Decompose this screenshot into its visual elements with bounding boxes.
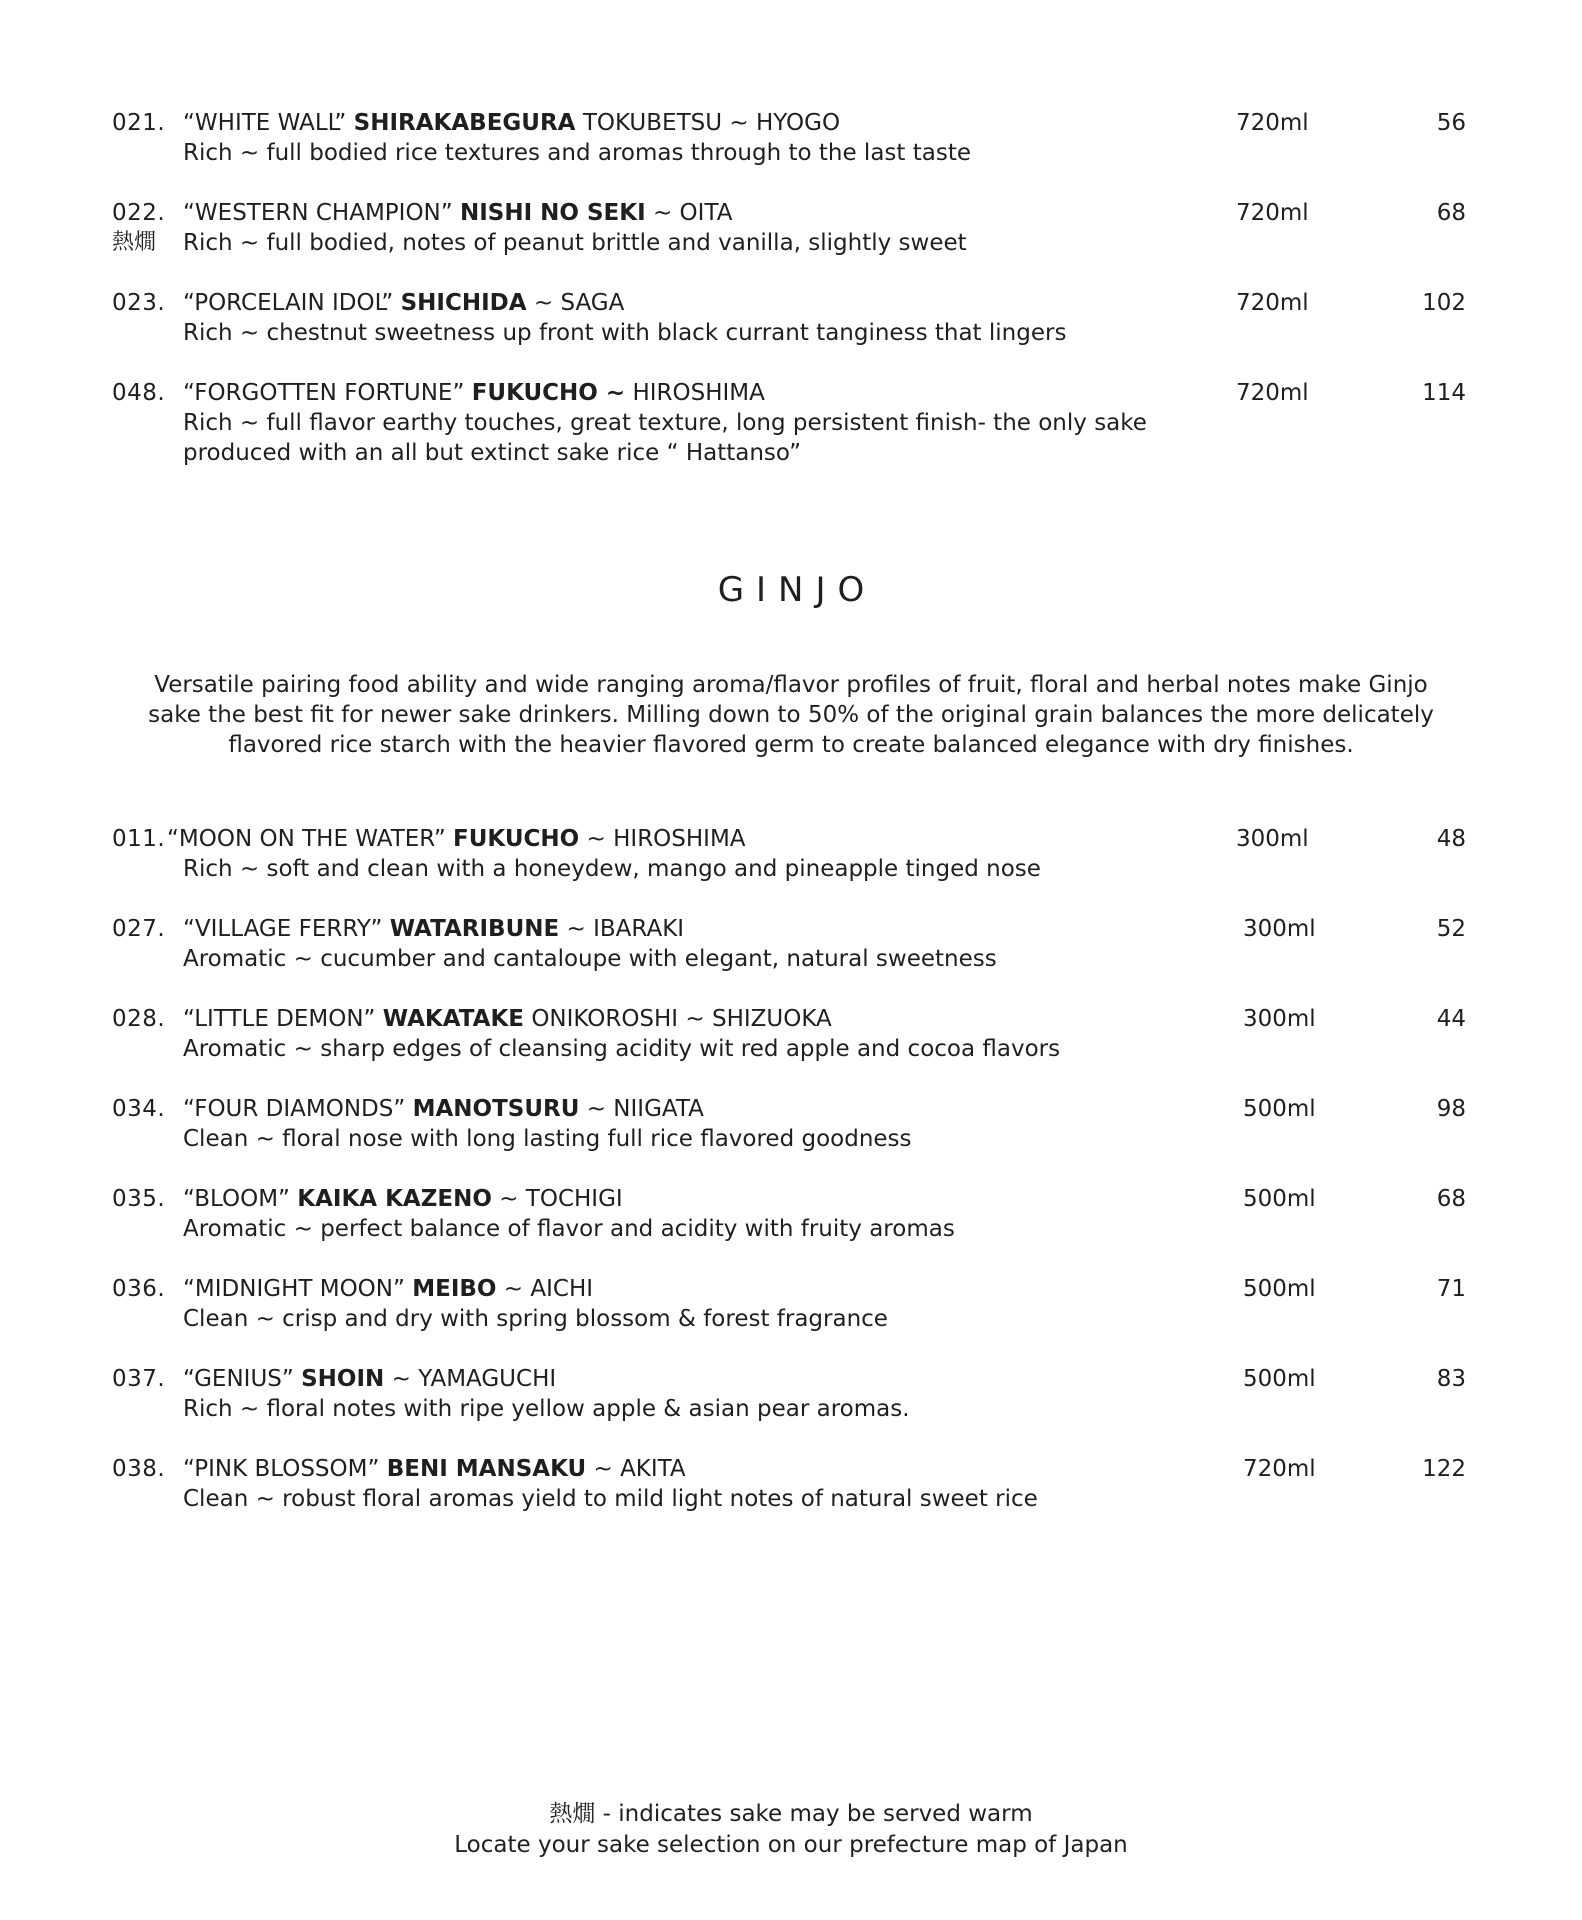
item-number: 036.: [112, 1276, 166, 1302]
item-name: “PORCELAIN IDOL”: [183, 290, 394, 316]
description-line: Aromatic ~ perfect balance of flavor and acidity with fruity aromas: [183, 1216, 955, 1242]
item-price: 48: [1436, 826, 1466, 852]
item-description: [183, 1304, 1183, 1334]
warm-serving-mark: 熱燗: [112, 230, 157, 255]
item-description: [183, 1484, 1183, 1514]
prefecture-map-note: Locate your sake selection on our prefecture map of Japan: [454, 1832, 1128, 1858]
item-size: 300ml: [1243, 916, 1316, 942]
item-price: 71: [1436, 1276, 1466, 1302]
item-brewery: KAIKA KAZENO: [297, 1186, 492, 1212]
item-description: [183, 1124, 1183, 1154]
item-title: [183, 288, 624, 318]
item-price: 98: [1436, 1096, 1466, 1122]
description-line: Clean ~ robust floral aromas yield to mild light notes of natural sweet rice: [183, 1486, 1038, 1512]
section-description: [120, 670, 1462, 760]
item-title: [183, 1094, 704, 1124]
item-size: 500ml: [1243, 1186, 1316, 1212]
warm-serving-note: 熱燗 - indicates sake may be served warm: [549, 1801, 1033, 1827]
description-line: produced with an all but extinct sake rice “ Hattanso”: [183, 440, 802, 466]
item-region: ~ IBARAKI: [566, 916, 685, 942]
item-name: “FORGOTTEN FORTUNE”: [183, 380, 465, 406]
item-number: 021.: [112, 110, 166, 136]
item-title: [183, 1184, 623, 1214]
item-price: 68: [1436, 200, 1466, 226]
description-line: Rich ~ floral notes with ripe yellow apple & asian pear aromas.: [183, 1396, 910, 1422]
description-line: Clean ~ crisp and dry with spring blossom & forest fragrance: [183, 1306, 888, 1332]
item-size: 500ml: [1243, 1096, 1316, 1122]
description-line: Clean ~ floral nose with long lasting full rice flavored goodness: [183, 1126, 912, 1152]
item-size: 720ml: [1236, 290, 1309, 316]
item-name: “MIDNIGHT MOON”: [183, 1276, 405, 1302]
item-brewery: MANOTSURU: [412, 1096, 580, 1122]
item-title: [183, 1004, 832, 1034]
item-size: 300ml: [1243, 1006, 1316, 1032]
item-number: 027.: [112, 916, 166, 942]
item-name: “WESTERN CHAMPION”: [183, 200, 453, 226]
item-number: 048.: [112, 380, 166, 406]
item-description: [183, 1214, 1183, 1244]
item-description: [183, 854, 1183, 884]
item-region: ~ YAMAGUCHI: [391, 1366, 557, 1392]
item-title: [183, 378, 765, 408]
item-region: ~ TOCHIGI: [499, 1186, 623, 1212]
item-brewery: SHICHIDA: [400, 290, 527, 316]
item-title: [183, 108, 840, 138]
item-description: [183, 228, 1183, 258]
item-region: ONIKOROSHI ~ SHIZUOKA: [531, 1006, 832, 1032]
item-brewery: FUKUCHO ~: [471, 380, 626, 406]
item-brewery: NISHI NO SEKI: [460, 200, 646, 226]
item-brewery: WATARIBUNE: [389, 916, 560, 942]
item-number: 035.: [112, 1186, 166, 1212]
section-description-line: Versatile pairing food ability and wide ranging aroma/flavor profiles of fruit, floral and herbal notes make Ginjo: [154, 672, 1428, 698]
description-line: Rich ~ soft and clean with a honeydew, mango and pineapple tinged nose: [183, 856, 1041, 882]
item-name: “BLOOM”: [183, 1186, 290, 1212]
description-line: Aromatic ~ cucumber and cantaloupe with elegant, natural sweetness: [183, 946, 997, 972]
item-title: [167, 824, 746, 854]
item-name: “MOON ON THE WATER”: [167, 826, 446, 852]
item-region: ~ SAGA: [533, 290, 625, 316]
item-size: 300ml: [1236, 826, 1309, 852]
item-region: ~ NIIGATA: [586, 1096, 704, 1122]
item-title: [183, 1274, 593, 1304]
item-price: 44: [1436, 1006, 1466, 1032]
item-price: 68: [1436, 1186, 1466, 1212]
item-description: [183, 1394, 1183, 1424]
item-number: 023.: [112, 290, 166, 316]
section-title: GINJO: [717, 570, 877, 610]
item-description: [183, 318, 1183, 348]
item-size: 500ml: [1243, 1366, 1316, 1392]
footer: [0, 1799, 1582, 1861]
item-title: [183, 1364, 556, 1394]
item-price: 83: [1436, 1366, 1466, 1392]
item-region: ~ HIROSHIMA: [586, 826, 746, 852]
item-region: HIROSHIMA: [632, 380, 765, 406]
description-line: Rich ~ full flavor earthy touches, great texture, long persistent finish- the only sake: [183, 410, 1147, 436]
item-region: ~ OITA: [652, 200, 733, 226]
item-region: TOKUBETSU ~ HYOGO: [582, 110, 841, 136]
item-price: 122: [1422, 1456, 1466, 1482]
item-number: 028.: [112, 1006, 166, 1032]
item-name: “VILLAGE FERRY”: [183, 916, 383, 942]
description-line: Rich ~ full bodied rice textures and aromas through to the last taste: [183, 140, 971, 166]
item-size: 720ml: [1236, 200, 1309, 226]
item-region: ~ AKITA: [593, 1456, 686, 1482]
item-name: “PINK BLOSSOM”: [183, 1456, 380, 1482]
item-brewery: BENI MANSAKU: [386, 1456, 587, 1482]
item-number: 022.: [112, 200, 166, 226]
section-description-line: flavored rice starch with the heavier flavored germ to create balanced elegance with dry finishes.: [228, 732, 1354, 758]
item-name: “WHITE WALL”: [183, 110, 347, 136]
item-description: [183, 138, 1183, 168]
item-brewery: SHOIN: [301, 1366, 385, 1392]
item-brewery: FUKUCHO: [453, 826, 580, 852]
description-line: Aromatic ~ sharp edges of cleansing acidity wit red apple and cocoa flavors: [183, 1036, 1061, 1062]
item-number: 011.: [112, 826, 166, 852]
description-line: Rich ~ full bodied, notes of peanut brittle and vanilla, slightly sweet: [183, 230, 967, 256]
item-name: “FOUR DIAMONDS”: [183, 1096, 406, 1122]
item-size: 720ml: [1236, 110, 1309, 136]
item-size: 720ml: [1243, 1456, 1316, 1482]
item-price: 52: [1436, 916, 1466, 942]
description-line: Rich ~ chestnut sweetness up front with black currant tanginess that lingers: [183, 320, 1067, 346]
item-region: ~ AICHI: [503, 1276, 594, 1302]
item-title: [183, 1454, 686, 1484]
item-number: 034.: [112, 1096, 166, 1122]
item-name: “LITTLE DEMON”: [183, 1006, 376, 1032]
item-price: 114: [1422, 380, 1466, 406]
item-brewery: SHIRAKABEGURA: [353, 110, 576, 136]
item-number: 038.: [112, 1456, 166, 1482]
item-number: 037.: [112, 1366, 166, 1392]
item-size: 720ml: [1236, 380, 1309, 406]
section-description-line: sake the best fit for newer sake drinkers. Milling down to 50% of the original grain balances the more delicately: [148, 702, 1434, 728]
item-title: [183, 914, 684, 944]
item-description: [183, 1034, 1183, 1064]
item-brewery: MEIBO: [412, 1276, 497, 1302]
item-brewery: WAKATAKE: [382, 1006, 524, 1032]
item-size: 500ml: [1243, 1276, 1316, 1302]
item-name: “GENIUS”: [183, 1366, 294, 1392]
item-price: 56: [1436, 110, 1466, 136]
item-price: 102: [1422, 290, 1466, 316]
item-title: [183, 198, 732, 228]
item-description: [183, 408, 1183, 468]
item-description: [183, 944, 1183, 974]
